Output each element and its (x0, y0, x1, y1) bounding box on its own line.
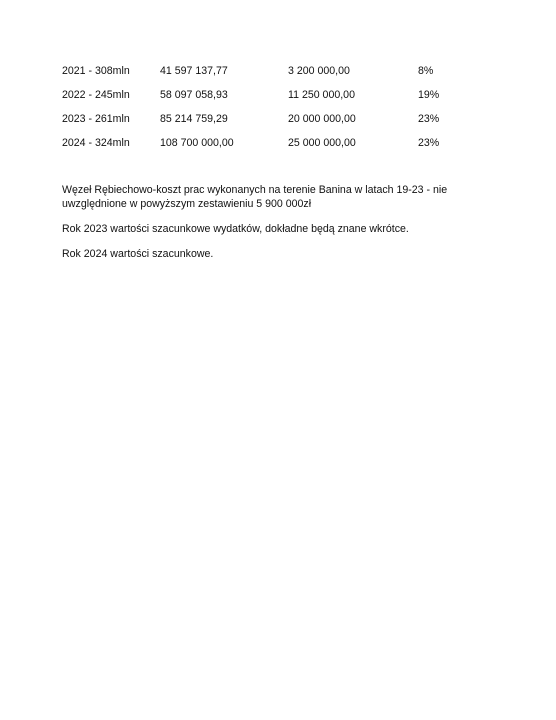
expenditure-cell: 85 214 759,29 (160, 113, 228, 125)
expenditure-cell: 41 597 137,77 (160, 65, 228, 77)
table-row (62, 64, 502, 88)
table-row (62, 136, 502, 160)
table-row (62, 112, 502, 136)
note-paragraph: Rok 2024 wartości szacunkowe. (62, 248, 214, 260)
notes-section (62, 183, 482, 272)
percent-cell: 19% (418, 89, 440, 101)
table-row (62, 88, 502, 112)
expenditure-cell: 58 097 058,93 (160, 89, 228, 101)
year-budget-cell: 2024 - 324mln (62, 137, 130, 149)
note-paragraph: Rok 2023 wartości szacunkowe wydatków, dokładne będą znane wkrótce. (62, 223, 409, 235)
expenditure-cell: 108 700 000,00 (160, 137, 234, 149)
amount-cell: 20 000 000,00 (288, 113, 356, 125)
note-paragraph: Węzeł Rębiechowo-koszt prac wykonanych na terenie Banina w latach 19-23 - nie uwzględnione w powyższym zestawieniu 5 900 000zł (62, 184, 448, 210)
amount-cell: 11 250 000,00 (288, 89, 355, 101)
year-budget-cell: 2021 - 308mln (62, 65, 130, 77)
year-budget-cell: 2023 - 261mln (62, 113, 130, 125)
percent-cell: 23% (418, 113, 440, 125)
year-budget-cell: 2022 - 245mln (62, 89, 130, 101)
percent-cell: 23% (418, 137, 440, 149)
amount-cell: 25 000 000,00 (288, 137, 356, 149)
amount-cell: 3 200 000,00 (288, 65, 350, 77)
budget-table (62, 64, 502, 160)
percent-cell: 8% (418, 65, 434, 77)
